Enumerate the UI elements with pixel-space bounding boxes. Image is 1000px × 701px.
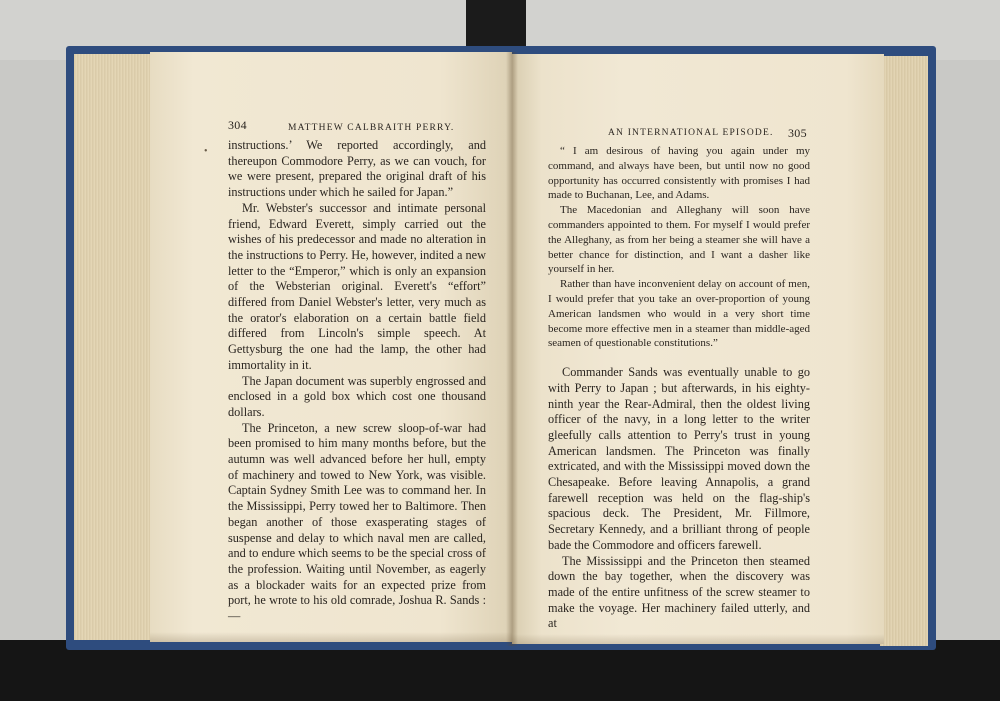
paragraph: The Mississippi and the Princeton then steamed down the bay together, when the discovery was made of the entire unfitness of the screw steamer to make the voyage. Her machinery failed utterly, and at xyxy=(548,553,810,631)
paragraph: The Princeton, a new screw sloop-of-war had been promised to him many months before, but the autumn was well advanced before her hull, empty of machinery and towed to New York, was visible. Captain Sydney Smith Lee was to command her. In the Mississippi, Perry towed her to Baltimore. Then began another of those exasperating stages of suspense and delay to which naval men are called, and to endure which seems to be the special cross of the profession. Waiting until November, as eagerly as a blockader waits for an expected prize from port, he wrote to his old comrade, Joshua R. Sands : — xyxy=(228,420,486,624)
page-number: 304 xyxy=(228,118,247,132)
quote-paragraph: “ I am desirous of having you again under my command, and always have been, but until now no good opportunity has occurred consistently with promises I had made to Buchanan, Lee, and Adams. xyxy=(548,145,810,202)
page-edges-left xyxy=(74,54,160,640)
margin-mark: • xyxy=(204,146,208,157)
book-gutter xyxy=(506,52,518,646)
right-page xyxy=(512,54,884,644)
page-edges-right xyxy=(880,56,928,646)
quote-paragraph: The Macedonian and Alleghany will soon have commanders appointed to them. For myself I would prefer the Alleghany, as from her being a steamer she will have a better chance for distinction, and I want a dasher like yourself in her. xyxy=(548,204,810,276)
left-page xyxy=(150,52,512,642)
section-gap xyxy=(548,351,810,365)
paragraph: Mr. Webster's successor and intimate personal friend, Edward Everett, simply carried out the wishes of his predecessor and made no alteration in the instructions to Perry. He, however, indited a new letter to the “Emperor,” which is only an expansion of the Websterian original. Everett's “effort” differed from Daniel Webster's letter, very much as the orator's elaboration on a certain battle field differed from Lincoln's simple speech. At Gettysburg the one had the lamp, the other had immortality in it. xyxy=(228,200,486,372)
right-body-text xyxy=(548,144,810,632)
page-number: 305 xyxy=(788,126,807,140)
quote-paragraph: Rather than have inconvenient delay on account of men, I would prefer that you take an over-proportion of young American landsmen who would in a very short time become more effective men in a steamer than middle-aged seamen of questionable constitutions.” xyxy=(548,278,810,350)
running-head: MATTHEW CALBRAITH PERRY. xyxy=(288,123,455,133)
running-head: AN INTERNATIONAL EPISODE. xyxy=(608,128,774,138)
page-shadow xyxy=(150,632,512,642)
quoted-letter xyxy=(548,144,810,351)
paragraph: The Japan document was superbly engrossed and enclosed in a gold box which cost one thousand dollars. xyxy=(228,373,486,419)
paragraph: Commander Sands was eventually unable to go with Perry to Japan ; but afterwards, in his eighty-ninth year the Rear-Admiral, then the oldest living officer of the navy, in a long letter to the writer gleefully calls attention to Perry's trust in young American landsmen. The Princeton was finally extricated, and with the Mississippi moved down the Chesapeake. Before leaving Annapolis, a grand farewell reception was held on the flag-ship's spacious deck. The President, Mr. Fillmore, Secretary Kennedy, and a brilliant throng of people bade the Commodore and officers farewell. xyxy=(548,365,810,552)
left-body-text xyxy=(228,138,486,625)
page-shadow xyxy=(512,634,884,644)
paragraph: instructions.’ We reported accordingly, and thereupon Commodore Perry, as we can vouch, for we were present, prepared the original draft of his instructions under which he sailed for Japan.” xyxy=(228,138,486,200)
